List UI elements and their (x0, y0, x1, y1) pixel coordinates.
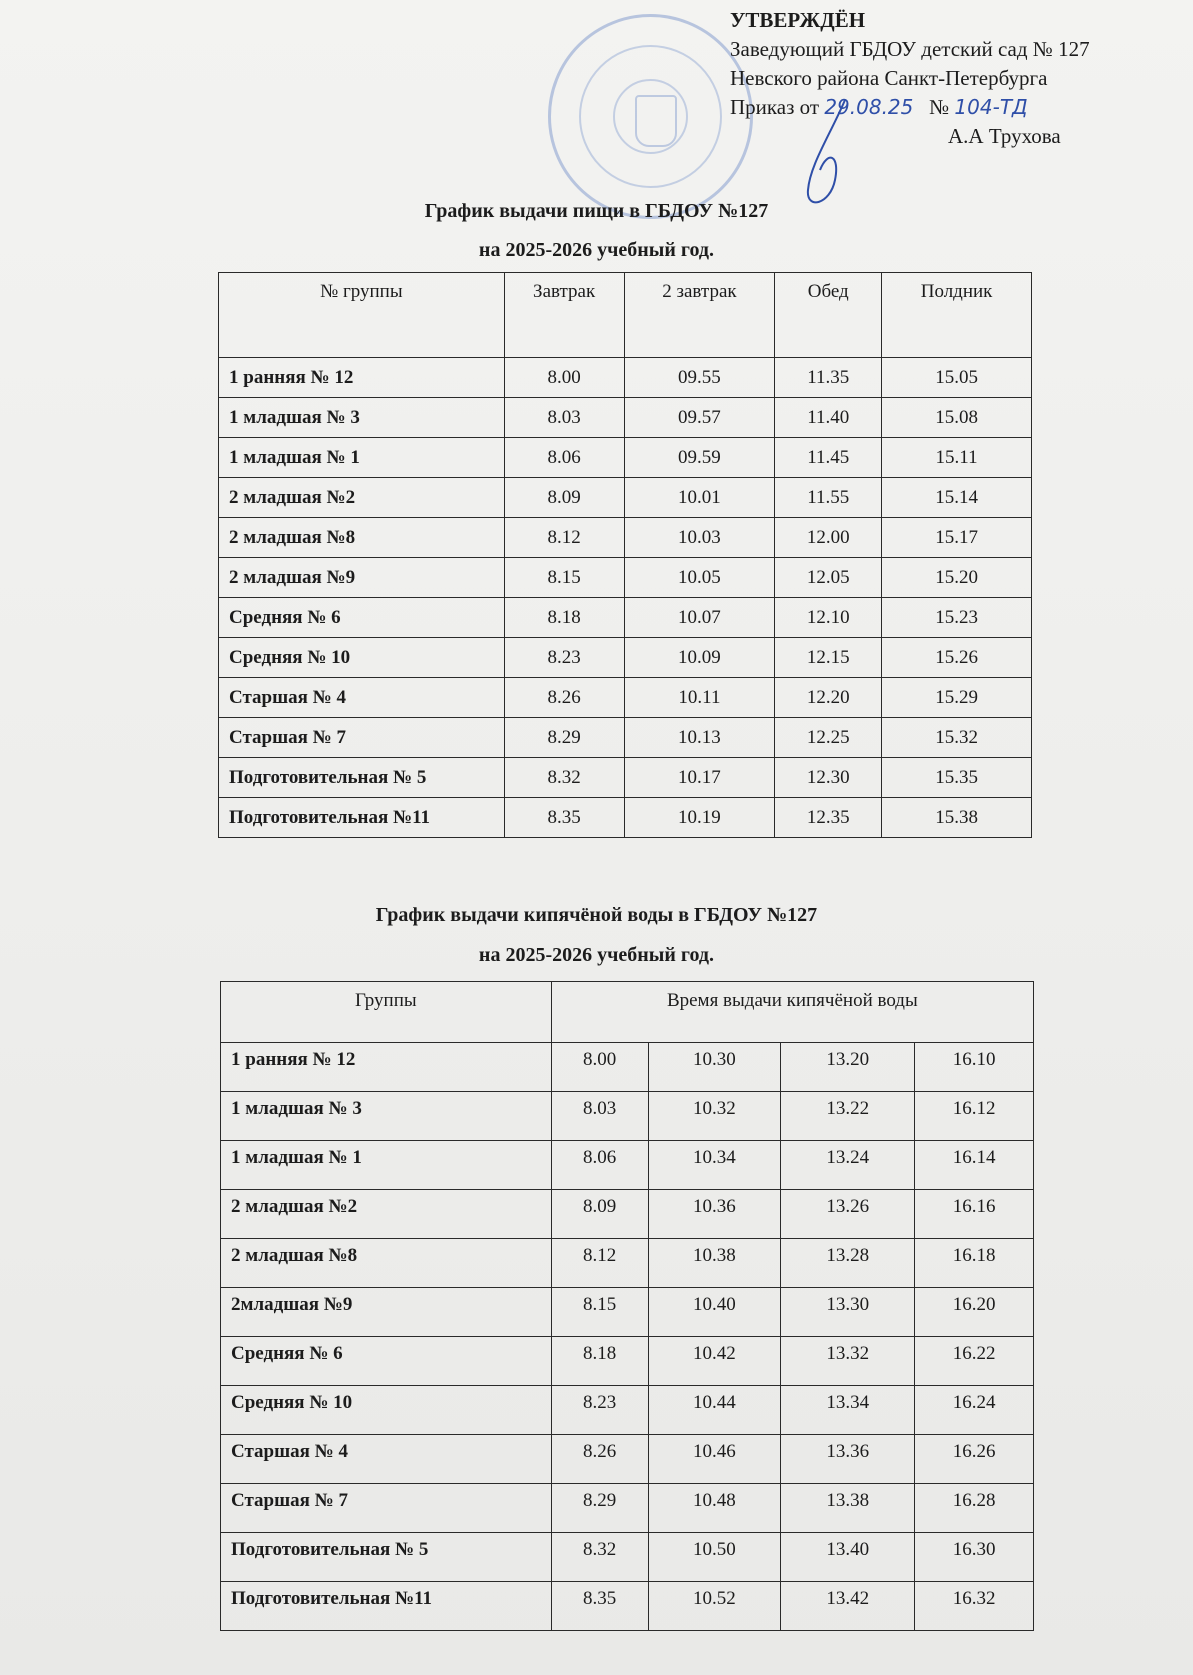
group-name-cell: 2 младшая №2 (219, 478, 505, 518)
time-cell: 11.40 (775, 398, 882, 438)
water-schedule-title: График выдачи кипячёной воды в ГБДОУ №127 (375, 904, 818, 926)
table-row (219, 598, 1032, 638)
water-schedule-subtitle: на 2025-2026 учебный год. (478, 944, 715, 966)
time-cell: 10.05 (624, 558, 775, 598)
time-cell: 8.03 (504, 398, 624, 438)
time-cell: 10.17 (624, 758, 775, 798)
column-header: Время выдачи кипячёной воды (551, 982, 1033, 1043)
time-cell: 8.06 (551, 1141, 648, 1190)
column-header: 2 завтрак (624, 273, 775, 358)
table-row (221, 1092, 1034, 1141)
table-row (221, 1582, 1034, 1631)
group-name-cell: Подготовительная №11 (219, 798, 505, 838)
table-row (221, 1288, 1034, 1337)
time-cell: 8.12 (551, 1239, 648, 1288)
time-cell: 10.40 (648, 1288, 781, 1337)
group-name-cell: 2 младшая №2 (221, 1190, 552, 1239)
order-prefix: Приказ от (730, 95, 820, 119)
time-cell: 09.57 (624, 398, 775, 438)
time-cell: 12.20 (775, 678, 882, 718)
time-cell: 10.03 (624, 518, 775, 558)
group-name-cell: Средняя № 6 (221, 1337, 552, 1386)
table-row (221, 1141, 1034, 1190)
time-cell: 16.18 (915, 1239, 1034, 1288)
time-cell: 15.29 (882, 678, 1032, 718)
time-cell: 13.24 (781, 1141, 915, 1190)
time-cell: 16.14 (915, 1141, 1034, 1190)
approval-order (730, 93, 1090, 122)
time-cell: 10.34 (648, 1141, 781, 1190)
group-name-cell: Подготовительная №11 (221, 1582, 552, 1631)
table-row (221, 1484, 1034, 1533)
time-cell: 13.30 (781, 1288, 915, 1337)
table-row (221, 1533, 1034, 1582)
time-cell: 10.50 (648, 1533, 781, 1582)
approval-block (730, 6, 1090, 151)
table-row (219, 518, 1032, 558)
time-cell: 12.30 (775, 758, 882, 798)
time-cell: 8.18 (504, 598, 624, 638)
time-cell: 8.18 (551, 1337, 648, 1386)
time-cell: 15.05 (882, 358, 1032, 398)
time-cell: 8.15 (504, 558, 624, 598)
time-cell: 8.09 (504, 478, 624, 518)
time-cell: 8.32 (504, 758, 624, 798)
time-cell: 8.26 (504, 678, 624, 718)
table-row (219, 718, 1032, 758)
table-row (219, 638, 1032, 678)
coat-of-arms-icon (635, 95, 677, 147)
time-cell: 16.22 (915, 1337, 1034, 1386)
time-cell: 8.35 (551, 1582, 648, 1631)
time-cell: 8.06 (504, 438, 624, 478)
time-cell: 15.26 (882, 638, 1032, 678)
group-name-cell: 1 младшая № 1 (219, 438, 505, 478)
time-cell: 8.03 (551, 1092, 648, 1141)
water-schedule-table (220, 981, 1034, 1631)
time-cell: 16.12 (915, 1092, 1034, 1141)
order-no-label: № (929, 95, 950, 119)
order-date: 29.08.25 (824, 95, 914, 119)
group-name-cell: Старшая № 7 (219, 718, 505, 758)
time-cell: 13.20 (781, 1043, 915, 1092)
time-cell: 13.40 (781, 1533, 915, 1582)
table-header-row (221, 982, 1034, 1043)
time-cell: 10.32 (648, 1092, 781, 1141)
time-cell: 10.11 (624, 678, 775, 718)
group-name-cell: Средняя № 6 (219, 598, 505, 638)
table-row (219, 478, 1032, 518)
time-cell: 15.20 (882, 558, 1032, 598)
table-row (219, 438, 1032, 478)
time-cell: 10.36 (648, 1190, 781, 1239)
time-cell: 8.32 (551, 1533, 648, 1582)
group-name-cell: Старшая № 4 (219, 678, 505, 718)
time-cell: 10.09 (624, 638, 775, 678)
time-cell: 11.55 (775, 478, 882, 518)
time-cell: 8.15 (551, 1288, 648, 1337)
table-row (219, 798, 1032, 838)
time-cell: 09.59 (624, 438, 775, 478)
group-name-cell: Старшая № 4 (221, 1435, 552, 1484)
time-cell: 12.25 (775, 718, 882, 758)
group-name-cell: 2 младшая №8 (219, 518, 505, 558)
time-cell: 10.44 (648, 1386, 781, 1435)
time-cell: 15.38 (882, 798, 1032, 838)
time-cell: 10.19 (624, 798, 775, 838)
time-cell: 13.26 (781, 1190, 915, 1239)
group-name-cell: 1 ранняя № 12 (221, 1043, 552, 1092)
time-cell: 8.23 (504, 638, 624, 678)
time-cell: 12.05 (775, 558, 882, 598)
time-cell: 12.15 (775, 638, 882, 678)
group-name-cell: 1 младшая № 1 (221, 1141, 552, 1190)
time-cell: 16.30 (915, 1533, 1034, 1582)
order-number: 104-ТД (954, 95, 1028, 119)
group-name-cell: 2младшая №9 (221, 1288, 552, 1337)
time-cell: 15.32 (882, 718, 1032, 758)
time-cell: 13.32 (781, 1337, 915, 1386)
table-row (221, 1190, 1034, 1239)
time-cell: 8.00 (504, 358, 624, 398)
group-name-cell: Подготовительная № 5 (221, 1533, 552, 1582)
time-cell: 10.46 (648, 1435, 781, 1484)
time-cell: 16.28 (915, 1484, 1034, 1533)
group-name-cell: 2 младшая №9 (219, 558, 505, 598)
table-row (221, 1386, 1034, 1435)
time-cell: 13.22 (781, 1092, 915, 1141)
time-cell: 8.09 (551, 1190, 648, 1239)
table-row (219, 558, 1032, 598)
time-cell: 10.48 (648, 1484, 781, 1533)
column-header: Группы (221, 982, 552, 1043)
table-header-row (219, 273, 1032, 358)
time-cell: 13.34 (781, 1386, 915, 1435)
time-cell: 11.45 (775, 438, 882, 478)
group-name-cell: 2 младшая №8 (221, 1239, 552, 1288)
time-cell: 10.07 (624, 598, 775, 638)
time-cell: 8.29 (504, 718, 624, 758)
time-cell: 16.20 (915, 1288, 1034, 1337)
table-row (221, 1435, 1034, 1484)
time-cell: 16.32 (915, 1582, 1034, 1631)
group-name-cell: Подготовительная № 5 (219, 758, 505, 798)
time-cell: 8.23 (551, 1386, 648, 1435)
time-cell: 12.10 (775, 598, 882, 638)
food-schedule-table (218, 272, 1032, 838)
time-cell: 8.12 (504, 518, 624, 558)
approval-line-1: Заведующий ГБДОУ детский сад № 127 (730, 37, 1090, 61)
group-name-cell: Старшая № 7 (221, 1484, 552, 1533)
time-cell: 13.36 (781, 1435, 915, 1484)
time-cell: 15.23 (882, 598, 1032, 638)
column-header: Завтрак (504, 273, 624, 358)
table-row (219, 398, 1032, 438)
approval-line-2: Невского района Санкт-Петербурга (730, 66, 1048, 90)
approval-heading: УТВЕРЖДЁН (730, 8, 866, 32)
signatory-name: А.А Трухова (948, 124, 1061, 148)
time-cell: 15.17 (882, 518, 1032, 558)
table-row (221, 1043, 1034, 1092)
official-stamp (548, 14, 753, 219)
time-cell: 10.13 (624, 718, 775, 758)
time-cell: 10.38 (648, 1239, 781, 1288)
column-header: Обед (775, 273, 882, 358)
time-cell: 16.10 (915, 1043, 1034, 1092)
table-row (221, 1239, 1034, 1288)
food-schedule-title: График выдачи пищи в ГБДОУ №127 (424, 200, 769, 222)
group-name-cell: 1 ранняя № 12 (219, 358, 505, 398)
time-cell: 8.35 (504, 798, 624, 838)
table-row (219, 758, 1032, 798)
column-header: № группы (219, 273, 505, 358)
time-cell: 15.08 (882, 398, 1032, 438)
group-name-cell: 1 младшая № 3 (221, 1092, 552, 1141)
time-cell: 13.28 (781, 1239, 915, 1288)
time-cell: 13.42 (781, 1582, 915, 1631)
time-cell: 12.00 (775, 518, 882, 558)
time-cell: 09.55 (624, 358, 775, 398)
group-name-cell: 1 младшая № 3 (219, 398, 505, 438)
time-cell: 11.35 (775, 358, 882, 398)
time-cell: 13.38 (781, 1484, 915, 1533)
time-cell: 10.52 (648, 1582, 781, 1631)
time-cell: 10.42 (648, 1337, 781, 1386)
time-cell: 8.29 (551, 1484, 648, 1533)
table-row (219, 358, 1032, 398)
time-cell: 16.16 (915, 1190, 1034, 1239)
time-cell: 10.30 (648, 1043, 781, 1092)
table-row (221, 1337, 1034, 1386)
group-name-cell: Средняя № 10 (221, 1386, 552, 1435)
time-cell: 10.01 (624, 478, 775, 518)
group-name-cell: Средняя № 10 (219, 638, 505, 678)
time-cell: 16.24 (915, 1386, 1034, 1435)
time-cell: 15.11 (882, 438, 1032, 478)
time-cell: 12.35 (775, 798, 882, 838)
time-cell: 8.00 (551, 1043, 648, 1092)
time-cell: 8.26 (551, 1435, 648, 1484)
food-schedule-subtitle: на 2025-2026 учебный год. (478, 239, 715, 261)
column-header: Полдник (882, 273, 1032, 358)
table-row (219, 678, 1032, 718)
time-cell: 15.35 (882, 758, 1032, 798)
time-cell: 15.14 (882, 478, 1032, 518)
time-cell: 16.26 (915, 1435, 1034, 1484)
